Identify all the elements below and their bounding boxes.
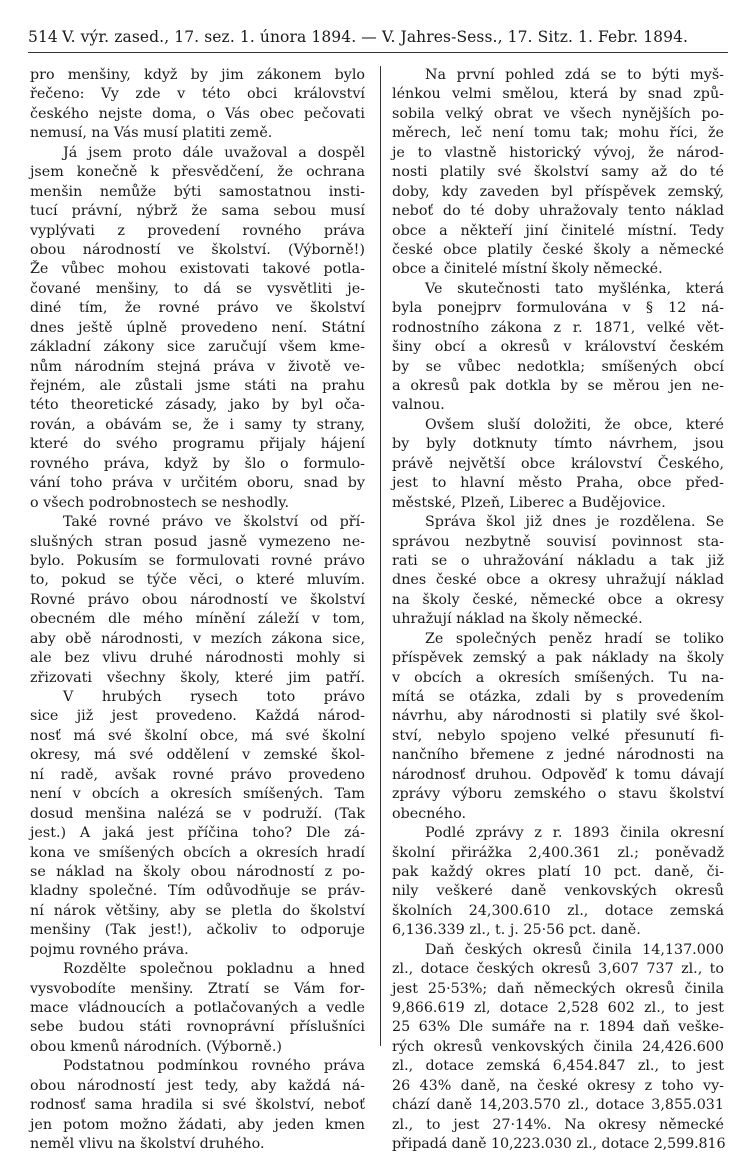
text-line: Podlé zprávy z r. 1893 činila okresní: [425, 825, 724, 842]
text-line: nosti platily své školství samy až do té: [392, 164, 724, 181]
text-line: aby obě národnosti, v mezích zákona sice,: [30, 630, 365, 647]
text-line: zl., dotace zemská 6,454.847 zl., to jest: [392, 1058, 724, 1075]
text-line: sobila velký obrat ve všech nynějších po-: [392, 105, 724, 122]
text-line: slušných stran posud jasně vymezeno ne-: [30, 533, 365, 550]
text-line: Také rovné právo ve školství od pří-: [63, 514, 365, 531]
text-line: neměl vlivu na školství druhého.: [30, 1136, 265, 1153]
text-line: valnou.: [392, 397, 445, 414]
text-line: řejném, ale zůstali jsme státi na prahu: [30, 378, 365, 394]
column-divider: [380, 66, 381, 1046]
text-line: rati se o uhražování nákladu a tak již: [392, 552, 724, 569]
text-line: V hrubých rysech toto právo: [63, 689, 365, 705]
text-line: je to vlastně historický vývoj, že národ-: [392, 144, 724, 161]
text-line: které do svého programu přijaly hájení: [30, 436, 365, 453]
text-line: řečeno: Vy zde v této obci království: [30, 86, 365, 103]
text-line: vyplývati z provedení rovného práva: [30, 222, 365, 239]
text-line: právě největší obce království Českého,: [392, 455, 724, 472]
text-line: čované menšiny, to dá se vysvětliti je-: [30, 280, 365, 297]
text-line: kladny společné. Tím odůvodňuje se práv-: [30, 883, 365, 900]
text-line: Ve skutečnosti tato myšlénka, která: [425, 280, 724, 297]
text-line: ní nárok většiny, aby se pletla do školství: [30, 902, 365, 919]
text-line: zřizovati všechny školy, které jim patří.: [30, 669, 365, 686]
text-line: by se vůbec nedotkla; smíšených obcí: [392, 358, 724, 375]
text-line: bylo. Pokusím se formulovati rovné právo: [30, 552, 365, 569]
text-line: kona ve smíšených obcích a okresích hradí: [30, 844, 365, 861]
text-line: a okresů pak dotkla by se měrou jen ne-: [392, 378, 724, 394]
text-line: se náklad na školy obou národností z po-: [30, 863, 365, 880]
text-line: školní přirážka 2,400.361 zl.; poněvadž: [392, 844, 724, 861]
text-line: návrhu, aby národnosti si platily své škol-: [392, 708, 724, 725]
text-line: dnes české obce a okresy uhražují náklad: [392, 572, 724, 589]
text-line: mace vládnoucích a potlačovaných a vedle: [30, 1000, 365, 1016]
text-line: Rovné právo obou národností ve školství: [30, 591, 365, 608]
page-number: 514: [28, 28, 58, 46]
text-line: 25 63% Dle sumáře na r. 1894 daň veške-: [392, 1019, 724, 1036]
text-line: ale bez vlivu druhé národnosti mohly si: [30, 650, 365, 667]
text-line: lénkou velmi smělou, která by snad způ-: [392, 86, 724, 103]
text-line: jest to hlavní město Praha, obce před-: [392, 475, 724, 492]
text-line: Rozdělte společnou pokladnu a hned: [63, 961, 365, 978]
text-line: nančního břemene z jedné národnosti na: [392, 747, 724, 764]
text-line: připadá daně 10,223.030 zl., dotace 2,599.816: [392, 1136, 726, 1153]
right-column: [392, 66, 724, 1155]
text-line: okresy, má své oddělení v zemské škol-: [30, 747, 365, 764]
text-line: Podstatnou podmínkou rovného práva: [63, 1058, 365, 1075]
text-line: jsem konečně k přesvědčení, že ochrana: [30, 164, 365, 181]
text-line: diné tím, že rovné právo ve školství: [30, 300, 365, 317]
text-line: měrech, leč není tomu tak; mohu říci, že: [392, 125, 724, 142]
text-line: jen potom možno žádati, aby jeden kmen: [30, 1116, 365, 1133]
text-line: příspěvek zemský a pak náklady na školy: [392, 650, 724, 667]
text-line: obce a někteří jiní činitelé místní. Tedy: [392, 222, 724, 239]
text-line: obce a činitelé místní školy německé.: [392, 261, 663, 278]
text-line: doby, kdy zaveden byl příspěvek zemský,: [392, 183, 724, 200]
text-line: obecném dle mého mínění záleží v tom,: [30, 611, 365, 628]
text-line: ní radě, avšak rovné právo provedeno: [30, 766, 365, 783]
text-line: uhražují náklad na školy německé.: [392, 611, 643, 628]
text-line: pak každý okres platí 10 pct. daně, či-: [392, 863, 724, 880]
text-line: ství, nebylo spojeno velké přesunutí fi-: [392, 727, 724, 744]
text-line: rodnosť sama hradila si své školství, neboť: [30, 1097, 365, 1114]
text-line: by byly dotknuty tímto návrhem, jsou: [392, 436, 724, 453]
text-line: menšiny (Tak jest!), ačkoliv to odporuje: [30, 922, 365, 939]
text-line: tucí právní, nýbrž že sama sebou musí: [30, 203, 365, 220]
text-line: českého nejste doma, o Vás obec pečovati: [30, 105, 365, 122]
text-line: rován, a obávám se, že i samy ty strany,: [30, 416, 365, 433]
running-title: V. výr. zased., 17. sez. 1. února 1894. — V. Jahres-Sess., 17. Sitz. 1. Febr. 1894.: [62, 28, 689, 46]
text-line: sebe budou státi rovnoprávní příslušníci: [30, 1019, 365, 1036]
text-line: o všech podrobnostech se neshodly.: [30, 494, 290, 511]
text-line: šiny obcí a okresů v království českém: [392, 339, 724, 356]
text-line: 26 43% daně, na české okresy z toho vy-: [392, 1077, 724, 1094]
text-line: Ovšem sluší doložiti, že obce, které: [425, 416, 724, 433]
text-line: to, pokud se týče věci, o které mluvím.: [30, 572, 365, 589]
text-line: rých okresů venkovských činila 24,426.600: [392, 1038, 724, 1055]
text-line: pojmu rovného práva.: [30, 941, 189, 958]
text-line: byla ponejprv formulována v § 12 ná-: [392, 300, 724, 317]
text-line: rovného práva, když by šlo o formulo-: [30, 455, 365, 472]
text-line: mítá se otázka, zdali by s provedením: [392, 689, 724, 705]
text-line: Já jsem proto dále uvažoval a dospěl: [63, 144, 365, 161]
text-line: menšin nemůže býti samostatnou insti-: [30, 183, 365, 200]
text-line: národnosť druhou. Odpověď k tomu dávají: [392, 766, 724, 783]
text-line: pro menšiny, když by jim zákonem bylo: [30, 67, 365, 83]
text-line: základní zákony sice zaručují všem kme-: [30, 339, 365, 356]
text-line: zl., to jest 27·14%. Na okresy německé: [392, 1116, 724, 1133]
text-line: rodnostního zákona z r. 1871, velké vět-: [392, 319, 724, 336]
text-line: 9,866.619 zl, dotace 2,528 602 zl., to jest: [392, 1000, 724, 1016]
text-line: Na první pohled zdá se to býti myš-: [425, 67, 724, 83]
text-line: jest.) A jaká jest příčina toho? Dle zá-: [30, 825, 365, 842]
text-line: v obcích a okresích smíšených. Tu na-: [392, 669, 724, 686]
text-line: obecného.: [392, 805, 467, 822]
text-line: Ze společných peněz hradí se toliko: [425, 630, 724, 647]
text-line: městské, Plzeň, Liberec a Budějovice.: [392, 494, 666, 511]
text-line: dosud menšina nalézá se v podruží. (Tak: [30, 805, 365, 822]
text-line: sice již jest provedeno. Každá národ-: [30, 708, 365, 725]
text-line: Správa škol již dnes je rozdělena. Se: [425, 514, 724, 531]
text-line: zprávy výboru zemského o stavu školství: [392, 786, 724, 803]
text-line: chází daně 14,203.570 zl., dotace 3,855.031: [392, 1097, 724, 1114]
text-line: Že vůbec mohou existovati takové potla-: [30, 261, 365, 278]
text-line: Daň českých okresů činila 14,137.000: [425, 941, 724, 958]
text-line: školních 24,300.610 zl., dotace zemská: [392, 902, 724, 919]
left-column: [30, 66, 365, 1155]
text-line: 6,136.339 zl., t. j. 25·56 pct. daně.: [392, 922, 641, 939]
text-line: dnes ještě úplně provedeno není. Státní: [30, 319, 365, 336]
text-line: nům národním stejná práva v životě ve-: [30, 358, 365, 375]
text-line: české obce platily české školy a německé: [392, 241, 724, 258]
text-line: nily veškeré daně venkovských okresů: [392, 883, 724, 900]
text-line: obou kmenů národních. (Výborně.): [30, 1038, 282, 1055]
text-line: této theoretické zásady, jako by byl oča-: [30, 397, 365, 414]
text-line: obou národností ve školství. (Výborně!): [30, 241, 365, 258]
text-line: nemusí, na Vás musí platiti země.: [30, 125, 273, 142]
text-line: jest 25·53%; daň německých okresů činila: [392, 980, 724, 997]
text-line: není v obcích a okresích smíšených. Tam: [30, 786, 365, 803]
running-header: [28, 24, 728, 53]
text-line: nosť má své školní obce, má své školní: [30, 727, 365, 744]
text-line: vysvobodíte menšiny. Ztratí se Vám for-: [30, 980, 365, 997]
text-line: vání toho práva v určitém oboru, snad by: [30, 475, 365, 492]
text-line: zl., dotace českých okresů 3,607 737 zl., to: [392, 961, 724, 978]
text-line: na školy české, německé obce a okresy: [392, 591, 724, 608]
text-line: neboť do té doby uhražovaly tento náklad: [392, 203, 724, 220]
text-line: obou národností jest tedy, aby každá ná-: [30, 1077, 365, 1094]
text-line: správou nezbytně souvisí povinnost sta-: [392, 533, 724, 550]
